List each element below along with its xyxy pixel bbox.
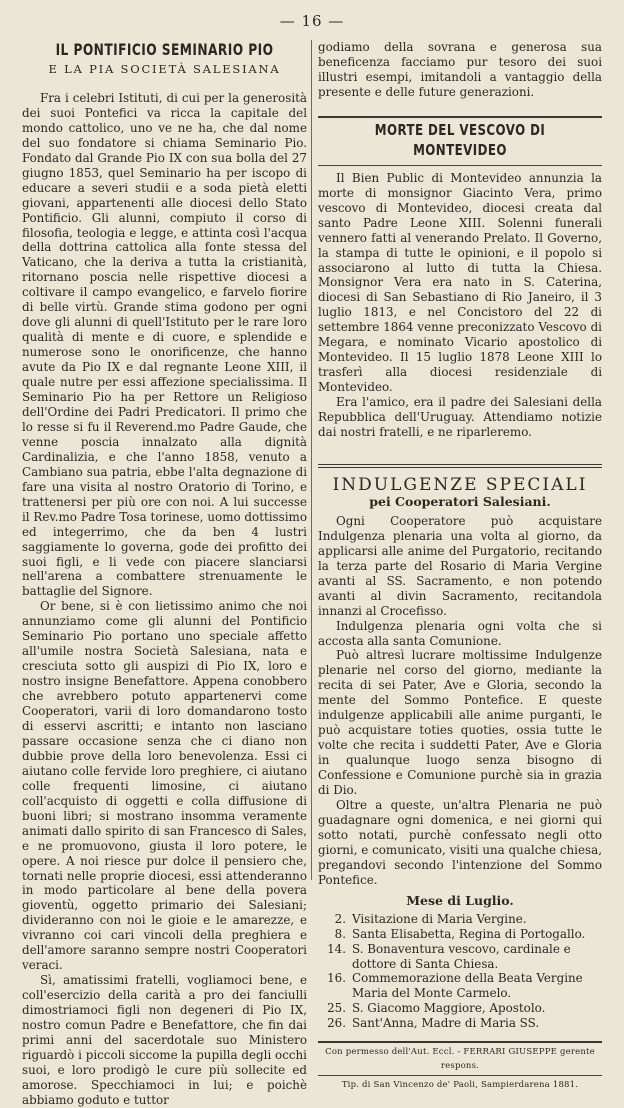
feast-text: Visitazione di Maria Vergine. <box>352 911 527 926</box>
feast-text: Santa Elisabetta, Regina di Portogallo. <box>352 926 586 941</box>
section-double-rule <box>318 464 602 468</box>
indulgenze-paragraph-4: Oltre a queste, un'altra Plenaria ne può guadagnare ogni domenica, e nei giorni qui sotto notati, purchè confessato negli otto giorni, e comunicato, visiti una qualche chiesa, pregandovi secondo l'intenzione del Sommo Pontefice. <box>318 797 602 887</box>
footer-permission: Con permesso dell'Aut. Eccl. - FERRARI GIUSEPPE gerente respons. <box>325 1047 595 1072</box>
indulgenze-paragraph-1: Ogni Cooperatore può acquistare Indulgenza plenaria una volta al giorno, da applicarsi alle anime del Purgatorio, recitando la terza parte del Rosario di Maria Vergine avanti al SS. Sacramento, e non potendo avanti al divin Sacramento, recitandola innanzi al Crocefisso. <box>318 513 602 618</box>
feast-list <box>318 912 602 1032</box>
feast-text: S. Bonaventura vescovo, cardinale e dottore di Santa Chiesa. <box>352 941 571 971</box>
article-title-indulgenze: INDULGENZE SPECIALI <box>332 474 588 495</box>
feast-day: 16. <box>327 971 346 986</box>
seminario-paragraph-1: Fra i celebri Istituti, di cui per la generosità dei suoi Pontefici va ricca la capitale del mondo cattolico, uno ve ne ha, che dal nome del suo fondatore si chiama Seminario Pio. Fondato dal Grande Pio IX con sua bolla del 27 giugno 1853, quel Seminario ha per iscopo di educare a severi studii e a soda pietà eletti giovani, appartenenti alle diocesi dello Stato Pontificio. Gli alunni, compiuto il corso di filosofia, teologia e legge, e attinta così l'acqua della dottrina cattolica alla fonte stessa del Vaticano, che la deriva a tutta la cristianità, ritornano poscia nelle rispettive diocesi a coltivare il campo evangelico, e farvelo fiorire di belle virtù. Grande stima godono per ogni dove gli alunni di quell'Istituto per le rare loro qualità di mente e di cuore, e splendide e numerose sono le onorificenze, che hanno avute da Pio IX e dal regnante Leone XIII, il quale nutre per essi affezione specialissima. Il Seminario Pio ha per Rettore un Religioso dell'Ordine dei Padri Predicatori. Il primo che lo resse si fu il Reverend.mo Padre Gaude, che venne poscia innalzato alla dignità Cardinalizia, e che l'anno 1858, venuto a Cambiano sua patria, ebbe l'alta degnazione di fare una visita al nostro Oratorio di Torino, e trattenersi per più ore con noi. A lui successe il Rev.mo Padre Tosa torinese, uomo dottissimo ed integerrimo, che da ben 4 lustri saggiamente lo governa, gode dei profitto dei suoi figli, e li vede con piacere slanciarsi nell'arena a combattere strenuamente le battaglie del Signore. <box>22 90 307 599</box>
section-rule-top <box>318 116 602 118</box>
feast-day: 2. <box>334 911 346 926</box>
list-item <box>318 927 602 942</box>
feast-text: S. Giacomo Maggiore, Apostolo. <box>352 1001 546 1016</box>
page-number: — 16 — <box>279 12 345 30</box>
section-rule-bottom <box>318 165 602 166</box>
morte-paragraph-2: Era l'amico, era il padre dei Salesiani della Repubblica dell'Uruguay. Attendiamo notizie dai nostri fratelli, e ne riparleremo. <box>318 395 602 440</box>
list-item <box>318 1016 602 1031</box>
mese-title: Mese di Luglio. <box>406 892 514 908</box>
list-item <box>318 942 602 972</box>
column-divider <box>311 40 312 880</box>
seminario-continuation: godiamo della sovrana e generosa sua beneficenza facciamo pur tesoro dei suoi illustri esempi, imitandoli a vantaggio della presente e delle future generazioni. <box>318 40 602 99</box>
article-title-seminario: IL PONTIFICIO SEMINARIO PIO <box>55 40 274 59</box>
feast-day: 25. <box>327 1001 346 1016</box>
article-title-morte: MORTE DEL VESCOVO DI MONTEVIDEO <box>374 120 546 159</box>
feast-day: 14. <box>327 941 346 956</box>
list-item <box>318 912 602 927</box>
seminario-paragraph-3: Sì, amatissimi fratelli, vogliamoci bene, e coll'esercizio della carità a pro dei fanciulli dimostriamoci figli non degeneri di Pio IX, nostro comun Padre e Benefattore, che fin dai primi anni del sacerdotale suo Ministero riguardò i piccoli siccome la pupilla degli occhi suoi, e loro prodigò le cure più sollecite ed amorose. Specchiamoci in lui; e poichè abbiamo goduto e tuttor <box>22 973 307 1107</box>
article-subtitle-seminario: E LA PIA SOCIETÀ SALESIANA <box>48 62 281 76</box>
feast-day: 26. <box>327 1016 346 1031</box>
list-item <box>318 1001 602 1016</box>
indulgenze-paragraph-2: Indulgenza plenaria ogni volta che si accosta alla santa Comunione. <box>318 618 602 648</box>
article-subtitle-indulgenze: pei Cooperatori Salesiani. <box>369 493 551 509</box>
right-column <box>318 40 602 1092</box>
list-item <box>318 971 602 1001</box>
seminario-paragraph-2: Or bene, si è con lietissimo animo che noi annunziamo come gli alunni del Pontificio Seminario Pio portano uno speciale affetto all'umile nostra Società Salesiana, nata e cresciuta sotto gli auspizi di Pio IX, loro e nostro insigne Benefattore. Appena conobbero che avrebbero potuto appartenervi come Cooperatori, varii di loro domandarono tosto di esservi ascritti; e intanto non lasciano passare occasione senza che ci diano non dubbie prove della loro benevolenza. Essi ci aiutano colle fervide loro preghiere, ci aiutano colle frequenti limosine, ci aiutano coll'acquisto di oggetti e colla diffusione di buoni libri; si mostrano insomma veramente animati dallo spirito di san Francesco di Sales, e ne promuovono, giusta il loro potere, le opere. A noi riesce pur dolce il pensiero che, tornati nelle proprie diocesi, essi attenderanno in modo particolare al bene della povera gioventù, oggetto primario dei Salesiani; divideranno con noi le gioie e le amarezze, e vivranno coi cari vincoli della preghiera e dell'amore saranno sempre nostri Cooperatori veraci. <box>22 599 307 973</box>
left-column <box>22 40 307 1108</box>
feast-day: 8. <box>334 926 346 941</box>
footer-printer: Tip. di San Vincenzo de' Paoli, Sampierdarena 1881. <box>341 1080 579 1091</box>
footer-rule-thin <box>318 1075 602 1076</box>
feast-text: Commemorazione della Beata Vergine Maria del Monte Carmelo. <box>352 971 583 1001</box>
morte-paragraph-1: Il Bien Public di Montevideo annunzia la morte di monsignor Giacinto Vera, primo vescovo di Montevideo, diocesi creata dal santo Padre Leone XIII. Solenni funerali vennero fatti al venerando Prelato. Il Governo, la stampa di tutte le opinioni, e il popolo si associarono al lutto di tutta la Chiesa. Monsignor Vera era nato in S. Caterina, diocesi di San Sebastiano di Rio Janeiro, il 3 luglio 1813, e nel Concistoro del 22 di settembre 1864 venne preconizzato Vescovo di Megara, e nominato Vicario apostolico di Montevideo. Il 15 luglio 1878 Leone XIII lo trasferì alla diocesi residenziale di Montevideo. <box>318 170 602 395</box>
indulgenze-paragraph-3: Può altresì lucrare moltissime Indulgenze plenarie nel corso del giorno, mediante la recita di sei Pater, Ave e Gloria, secondo la mente del Sommo Pontefice. E queste indulgenze applicabili alle anime purganti, le può acquistare toties quoties, ossia tutte le volte che recita i suddetti Pater, Ave e Gloria in qualunque luogo senza bisogno di Confessione e Comunione purchè sia in grazia di Dio. <box>318 648 602 798</box>
feast-text: Sant'Anna, Madre di Maria SS. <box>352 1016 540 1031</box>
footer-rule <box>318 1041 602 1043</box>
